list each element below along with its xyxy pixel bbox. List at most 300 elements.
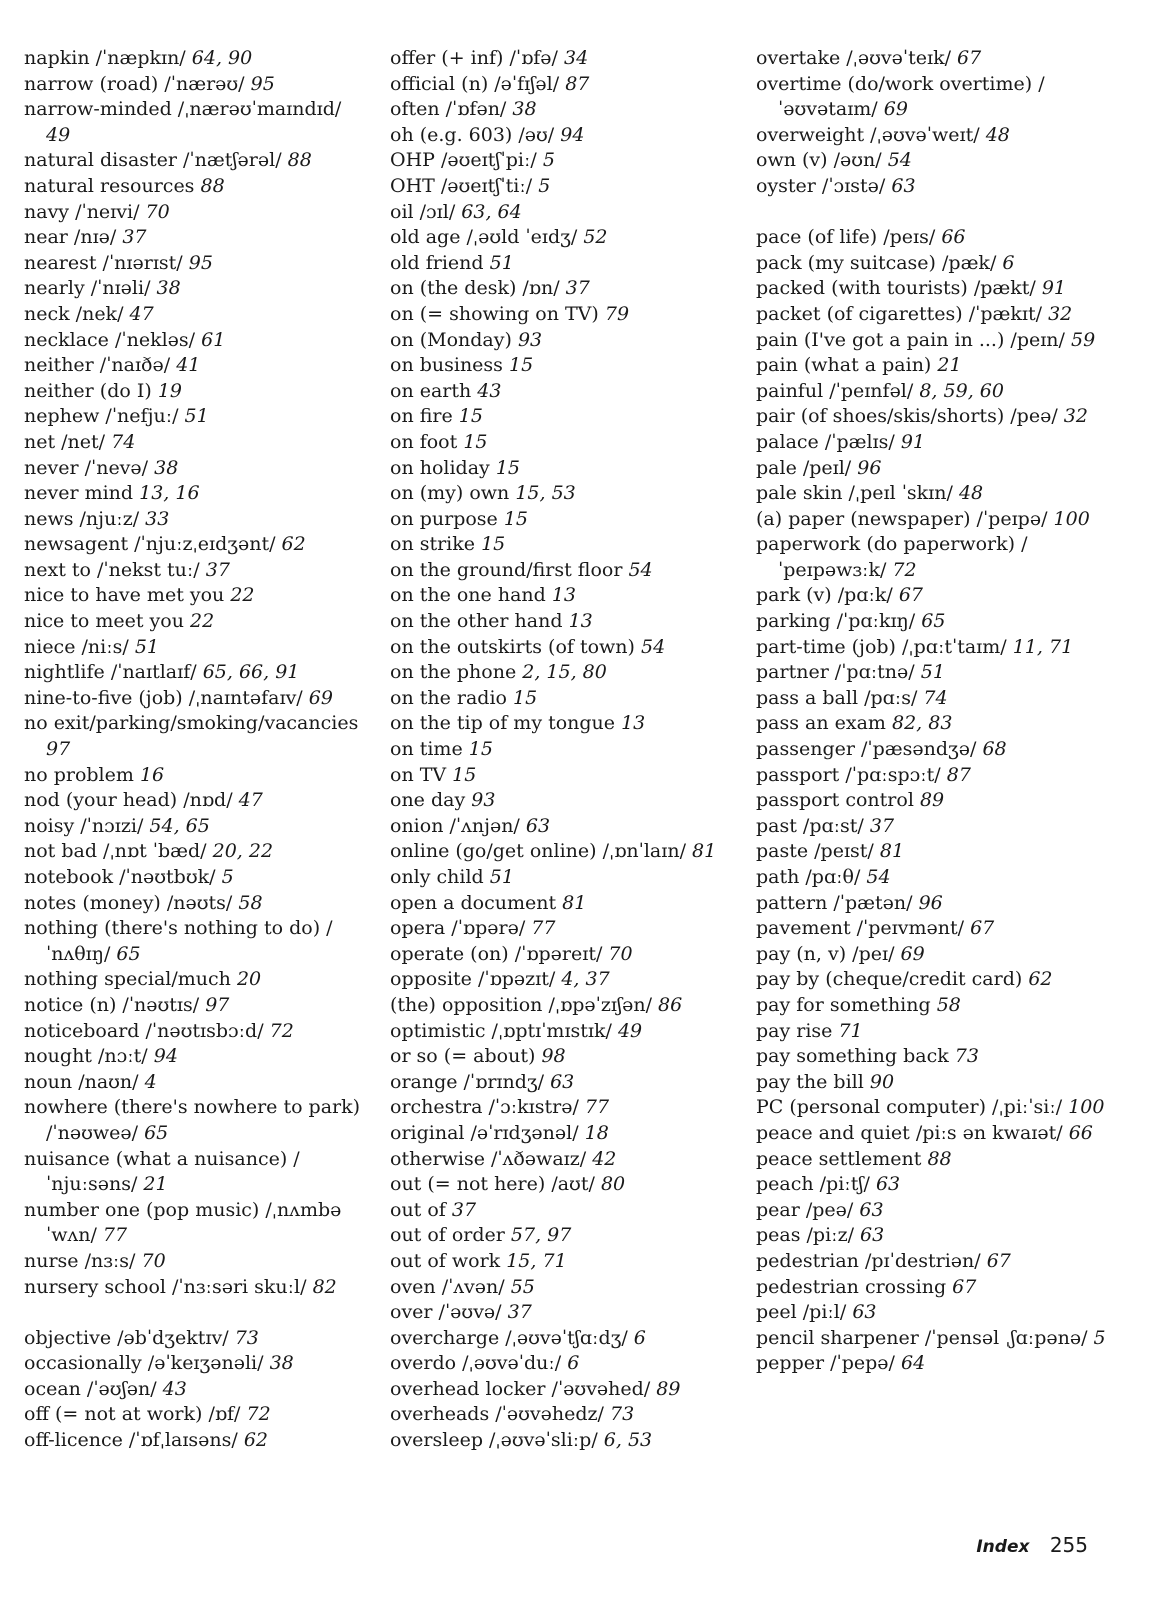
entry-pages: 59 [1070,328,1096,351]
index-entry [24,788,364,814]
entry-pages: 5 [1093,1326,1106,1349]
entry-pages: 33 [145,507,170,530]
entry-pages: 8, 59, 60 [919,379,1004,402]
entry-pages: 32 [1048,302,1073,325]
entry-pages: 98 [541,1045,566,1068]
index-entry [390,1019,730,1045]
index-entry [390,583,730,609]
index-entry [756,46,1126,72]
entry-pages: 74 [111,430,136,453]
entry-pages: 43 [477,379,502,402]
entry-pages: 63 [875,1173,901,1196]
entry-pages: 5 [538,174,551,197]
index-entry [756,839,1126,865]
index-entry [756,865,1126,891]
index-entry [756,1275,1126,1301]
entry-headword: notes (money) /nəʊts/ [24,891,233,914]
entry-headword: PC (personal computer) /ˌpiːˈsiː/ [756,1096,1063,1119]
entry-headword: newsagent /ˈnjuːzˌeɪdʒənt/ [24,533,276,556]
entry-pages: 62 [243,1429,269,1452]
entry-pages: 22 [190,610,215,633]
index-entry [24,558,364,584]
entry-headword: optimistic /ˌɒptɪˈmɪstɪk/ [390,1019,612,1042]
entry-pages: 32 [1063,405,1088,428]
entry-pages: 65 [116,942,141,965]
index-entry [24,200,364,226]
entry-headword: own (v) /əʊn/ [756,149,882,172]
entry-pages: 63 [859,1198,884,1221]
entry-pages: 15 [468,738,493,761]
entry-headword: on the outskirts (of town) [390,635,635,658]
entry-headword: orange /ˈɒrɪndʒ/ [390,1070,545,1093]
entry-headword: opera /ˈɒpərə/ [390,917,526,940]
entry-pages: 47 [238,789,263,812]
index-entry [390,788,730,814]
entry-pages: 73 [610,1403,635,1426]
entry-headword: near /nɪə/ [24,226,117,249]
entry-pages: 94 [560,123,585,146]
index-entry [24,353,364,379]
entry-pages: 88 [200,174,225,197]
entry-headword: out of [390,1198,446,1221]
entry-headword: pain (I've got a pain in ...) /peɪn/ [756,328,1065,351]
index-entry [756,1044,1126,1070]
index-entry [390,276,730,302]
index-entry [390,1275,730,1301]
index-entry [390,942,730,968]
entry-pages: 4 [144,1070,157,1093]
index-entry [24,1070,364,1096]
entry-headword: noticeboard /ˈnəʊtɪsbɔːd/ [24,1019,264,1042]
index-entry [756,1147,1126,1173]
index-entry [756,148,1126,174]
entry-pages: 15 [458,405,483,428]
index-entry [390,430,730,456]
entry-headword: passenger /ˈpæsəndʒə/ [756,738,977,761]
index-entry [390,1121,730,1147]
index-entry [756,737,1126,763]
index-entry [756,1351,1126,1377]
entry-headword: nephew /ˈnefjuː/ [24,405,179,428]
index-entry [390,1300,730,1326]
index-entry [756,686,1126,712]
entry-pages: 57, 97 [510,1224,572,1247]
entry-headword: (a) paper (newspaper) /ˈpeɪpə/ [756,507,1048,530]
entry-headword: pace (of life) /peɪs/ [756,226,936,249]
entry-pages: 37 [869,814,895,837]
entry-pages: 5 [542,149,555,172]
entry-headword: original /əˈrɪdʒənəl/ [390,1121,579,1144]
entry-pages: 89 [919,789,945,812]
entry-pages: 91 [1041,277,1067,300]
entry-headword: nearest /ˈnɪərɪst/ [24,251,183,274]
entry-pages: 87 [565,72,590,95]
index-entry [24,635,364,661]
entry-headword: on the one hand [390,584,546,607]
index-entry [756,660,1126,686]
entry-pages: 77 [584,1096,610,1119]
entry-pages: 63, 64 [461,200,522,223]
index-entry [24,583,364,609]
entry-pages: 67 [970,917,995,940]
entry-headword: occasionally /əˈkeɪʒənəli/ [24,1352,264,1375]
entry-pages: 65, 66, 91 [202,661,300,684]
entry-headword: on the tip of my tongue [390,712,616,735]
index-entry [390,200,730,226]
entry-pages: 43 [162,1377,187,1400]
entry-headword: pay something back [756,1045,949,1068]
entry-headword: off-licence /ˈɒfˌlaɪsəns/ [24,1429,238,1452]
entry-pages: 93 [517,328,543,351]
entry-pages: 77 [531,917,556,940]
index-entry [756,1223,1126,1249]
entry-headword: on strike [390,533,476,556]
entry-pages: 66 [1068,1121,1093,1144]
index-entry [24,967,364,993]
entry-headword: pear /peə/ [756,1198,854,1221]
entry-headword: on earth [390,379,472,402]
index-entry [24,379,364,405]
entry-pages: 38 [269,1352,294,1375]
entry-headword: narrow-minded /ˌnærəʊˈmaɪndɪd/ [24,98,342,121]
entry-headword: on foot [390,430,458,453]
index-entry [390,328,730,354]
entry-headword: packed (with tourists) /pækt/ [756,277,1036,300]
entry-pages: 81 [692,840,717,863]
index-entry [390,814,730,840]
entry-pages: 81 [562,891,587,914]
entry-pages: 37 [507,1301,532,1324]
index-entry [24,839,364,865]
entry-pages: 91 [900,430,926,453]
entry-headword: opposite /ˈɒpəzɪt/ [390,968,556,991]
index-entry [390,839,730,865]
entry-headword: peace and quiet /piːs ən kwaɪət/ [756,1121,1063,1144]
entry-headword: overheads /ˈəʊvəhedz/ [390,1403,604,1426]
entry-headword: pavement /ˈpeɪvmənt/ [756,917,965,940]
index-entry [756,993,1126,1019]
entry-headword: never /ˈnevə/ [24,456,149,479]
entry-pages: 77 [102,1224,128,1247]
entry-headword: pair (of shoes/skis/shorts) /peə/ [756,405,1058,428]
entry-headword: noun /naʊn/ [24,1070,139,1093]
entry-pages: 96 [857,456,882,479]
entry-headword: off (= not at work) /ɒf/ [24,1403,241,1426]
entry-pages: 66 [941,226,966,249]
entry-pages: 69 [308,686,333,709]
entry-pages: 69 [883,98,908,121]
entry-headword: next to /ˈnekst tuː/ [24,558,200,581]
entry-headword: on purpose [390,507,498,530]
index-entry [390,1428,730,1454]
index-entry [390,635,730,661]
index-entry [390,609,730,635]
entry-pages: 37 [451,1198,477,1221]
entry-headword: on TV [390,763,447,786]
entry-pages: 49 [46,123,71,146]
entry-headword: oil /ɔɪl/ [390,200,456,223]
index-entry [756,430,1126,456]
entry-pages: 72 [269,1019,294,1042]
entry-pages: 37 [205,558,230,581]
entry-headword: or so (= about) [390,1045,536,1068]
index-entry [24,1402,364,1428]
entry-pages: 47 [129,302,154,325]
entry-headword: nice to meet you [24,610,184,633]
entry-pages: 58 [238,891,263,914]
index-entry [756,942,1126,968]
entry-pages: 15 [452,763,477,786]
entry-headword: paperwork (do paperwork) /ˈpeɪpəwɜːk/ [756,533,1028,581]
index-entry [24,609,364,635]
index-entry [390,1377,730,1403]
entry-pages: 55 [510,1275,535,1298]
index-entry [24,711,364,762]
index-entry [24,1377,364,1403]
index-entry [24,1095,364,1146]
entry-pages: 67 [986,1249,1011,1272]
entry-headword: over /ˈəʊvə/ [390,1301,502,1324]
entry-headword: overhead locker /ˈəʊvəhed/ [390,1377,651,1400]
entry-pages: 87 [946,763,971,786]
entry-headword: notebook /ˈnəʊtbʊk/ [24,866,216,888]
entry-headword: painful /ˈpeɪnfəl/ [756,379,914,402]
entry-headword: on holiday [390,456,490,479]
index-column-3 [756,46,1126,1377]
entry-pages: 67 [898,584,924,607]
entry-pages: 73 [234,1326,259,1349]
entry-pages: 86 [658,993,683,1016]
index-entry [24,1326,364,1352]
entry-pages: 37 [565,277,590,300]
index-entry [24,1044,364,1070]
entry-headword: on (my) own [390,482,510,505]
entry-pages: 6 [567,1352,580,1375]
entry-headword: news /njuːz/ [24,507,140,530]
entry-headword: overcharge /ˌəʊvəˈtʃɑːdʒ/ [390,1326,628,1349]
entry-headword: neither /ˈnaɪðə/ [24,354,171,377]
entry-pages: 6 [633,1326,646,1349]
index-entry [390,302,730,328]
index-entry [756,1070,1126,1096]
entry-pages: 65 [144,1121,169,1144]
entry-pages: 72 [246,1403,271,1426]
index-entry [756,456,1126,482]
entry-headword: pale /peɪl/ [756,456,852,479]
page-footer [976,1533,1088,1557]
entry-headword: OHP /əʊeɪtʃˈpiː/ [390,149,537,172]
index-entry [390,225,730,251]
entry-pages: 62 [281,533,306,556]
entry-headword: pepper /ˈpepə/ [756,1352,895,1375]
entry-pages: 74 [923,686,948,709]
index-entry [756,1095,1126,1121]
index-entry [24,1198,364,1249]
entry-pages: 22 [230,584,255,607]
entry-pages: 38 [154,456,179,479]
index-entry [390,1402,730,1428]
entry-pages: 15 [508,354,534,377]
index-entry [390,737,730,763]
index-entry [756,72,1126,123]
entry-headword: pattern /ˈpætən/ [756,891,913,914]
entry-pages: 82, 83 [892,712,953,735]
entry-headword: pack (my suitcase) /pæk/ [756,251,997,274]
entry-pages: 11, 71 [1012,635,1074,658]
entry-pages: 58 [936,993,961,1016]
index-entry [24,1351,364,1377]
entry-pages: 95 [188,251,213,274]
entry-pages: 89 [656,1377,681,1400]
entry-pages: 95 [250,72,275,95]
index-entry [756,891,1126,917]
index-entry [390,711,730,737]
entry-headword: nine-to-five (job) /ˌnaɪntəfaɪv/ [24,686,303,709]
index-entry [24,1019,364,1045]
entry-headword: part-time (job) /ˌpɑːtˈtaɪm/ [756,635,1007,658]
entry-headword: noisy /ˈnɔɪzi/ [24,814,144,837]
entry-pages: 88 [287,149,312,172]
index-entry [756,583,1126,609]
index-entry [390,532,730,558]
entry-pages: 34 [564,47,589,69]
entry-headword: pencil sharpener /ˈpensəl ˌʃɑːpənə/ [756,1326,1088,1349]
entry-pages: 49 [617,1019,643,1042]
entry-headword: past /pɑːst/ [756,814,864,837]
entry-headword: napkin /ˈnæpkɪn/ [24,47,186,69]
index-entry [24,430,364,456]
entry-headword: pedestrian /pɪˈdestriən/ [756,1249,981,1272]
entry-pages: 62 [1028,968,1053,991]
entry-pages: 61 [201,328,226,351]
entry-headword: paste /peɪst/ [756,840,874,863]
index-entry [24,1428,364,1454]
index-entry [756,174,1126,200]
entry-headword: out (= not here) /aʊt/ [390,1173,595,1196]
index-entry [24,660,364,686]
index-entry [756,1198,1126,1224]
entry-headword: nowhere (there's nowhere to park) /ˈnəʊweə/ [24,1096,361,1144]
entry-headword: on (Monday) [390,328,512,351]
entry-headword: nought /nɔːt/ [24,1045,148,1068]
entry-pages: 13 [621,712,646,735]
entry-headword: oh (e.g. 603) /əʊ/ [390,123,555,146]
entry-pages: 88 [927,1147,952,1170]
entry-headword: overtake /ˌəʊvəˈteɪk/ [756,47,951,69]
entry-pages: 63 [550,1070,575,1093]
entry-headword: peel /piːl/ [756,1301,847,1324]
index-entry [756,635,1126,661]
index-entry [756,328,1126,354]
index-entry [24,507,364,533]
index-entry [756,507,1126,533]
index-entry [756,711,1126,737]
index-entry [756,404,1126,430]
index-entry [24,302,364,328]
entry-headword: overweight /ˌəʊvəˈweɪt/ [756,123,980,146]
index-entry [390,251,730,277]
entry-headword: passport control [756,789,914,812]
entry-headword: nearly /ˈnɪəli/ [24,277,151,300]
entry-headword: notice (n) /ˈnəʊtɪs/ [24,993,200,1016]
index-entry [24,276,364,302]
entry-pages: 70 [141,1249,166,1272]
entry-headword: (the) opposition /ˌɒpəˈzɪʃən/ [390,993,652,1016]
entry-headword: online (go/get online) /ˌɒnˈlaɪn/ [390,840,686,863]
entry-headword: navy /ˈneɪvi/ [24,200,140,223]
entry-headword: nuisance (what a nuisance) /ˈnjuːsəns/ [24,1147,300,1196]
entry-headword: on the phone [390,661,517,684]
entry-headword: pain (what a pain) [756,354,932,377]
entry-headword: parking /ˈpɑːkɪŋ/ [756,610,916,633]
entry-headword: not bad /ˌnɒt ˈbæd/ [24,840,207,863]
index-entry [390,456,730,482]
entry-pages: 38 [156,277,181,300]
index-entry [390,1070,730,1096]
entry-headword: natural disaster /ˈnætʃərəl/ [24,149,282,172]
entry-pages: 48 [985,123,1010,146]
index-entry [24,225,364,251]
entry-headword: overdo /ˌəʊvəˈduː/ [390,1352,562,1375]
index-entry [390,123,730,149]
entry-headword: otherwise /ˈʌðəwaɪz/ [390,1147,587,1170]
entry-pages: 93 [471,789,496,812]
entry-pages: 67 [952,1275,977,1298]
entry-headword: only child [390,866,484,888]
index-entry [390,1172,730,1198]
entry-headword: nightlife /ˈnaɪtlaɪf/ [24,661,197,684]
entry-pages: 63 [860,1224,885,1247]
index-entry [390,916,730,942]
entry-pages: 37 [122,226,147,249]
index-column-2 [390,46,730,1454]
entry-headword: packet (of cigarettes) /ˈpækɪt/ [756,302,1043,325]
entry-headword: narrow (road) /ˈnærəʊ/ [24,72,245,95]
entry-headword: on (the desk) /ɒn/ [390,277,560,300]
entry-pages: 97 [46,738,71,761]
entry-headword: pay for something [756,993,931,1016]
index-entry [390,507,730,533]
index-entry [756,916,1126,942]
entry-headword: peas /piːz/ [756,1224,854,1247]
index-entry [24,686,364,712]
entry-headword: peach /piːtʃ/ [756,1173,870,1196]
entry-pages: 4, 37 [561,968,610,991]
entry-pages: 96 [918,891,943,914]
entry-headword: pay by (cheque/credit card) [756,968,1023,991]
index-entry [24,1275,364,1301]
entry-headword: operate (on) /ˈɒpəreɪt/ [390,942,603,965]
index-entry [390,1249,730,1275]
entry-headword: park (v) /pɑːk/ [756,584,893,607]
index-entry [390,1198,730,1224]
entry-headword: overtime (do/work overtime) /ˈəʊvətaɪm/ [756,72,1045,121]
entry-pages: 54 [628,558,653,581]
index-entry [756,1300,1126,1326]
index-entry [390,865,730,891]
index-entry [24,891,364,917]
entry-pages: 15, 71 [506,1249,567,1272]
index-entry [390,1147,730,1173]
index-entry [756,1019,1126,1045]
index-entry [390,72,730,98]
entry-pages: 54 [887,149,912,172]
entry-pages: 79 [604,302,630,325]
index-entry [756,1121,1126,1147]
entry-pages: 42 [592,1147,617,1170]
entry-headword: no exit/parking/smoking/vacancies [24,712,359,735]
entry-pages: 6, 53 [603,1429,653,1452]
